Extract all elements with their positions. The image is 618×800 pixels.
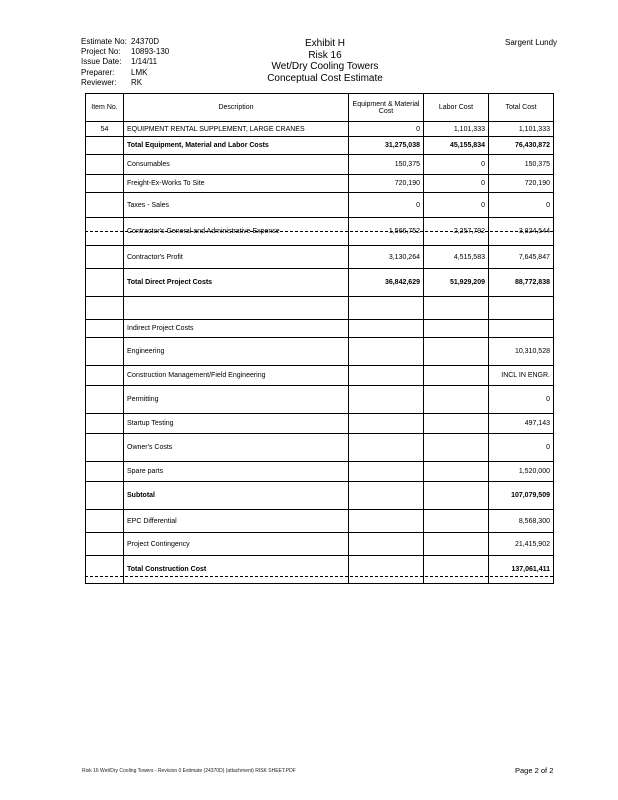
cell-item-no [86,320,124,338]
header-equipment-cost: Equipment & Material Cost [349,94,424,122]
cell-labor-cost [424,297,489,320]
cell-equipment-cost: 720,190 [349,175,424,193]
cell-equipment-cost [349,320,424,338]
cell-description: Freight-Ex-Works To Site [124,175,349,193]
meta-row [81,57,169,67]
cell-total-cost [489,320,554,338]
table-row [86,386,554,414]
cell-item-no [86,246,124,269]
cell-total-cost: 88,772,838 [489,269,554,297]
cell-item-no [86,386,124,414]
cell-item-no [86,175,124,193]
table-row [86,246,554,269]
cell-description: Total Direct Project Costs [124,269,349,297]
meta-row [81,47,169,57]
cell-item-no [86,510,124,533]
cell-equipment-cost [349,366,424,386]
cell-description: Contractor's Profit [124,246,349,269]
table-row [86,122,554,137]
cell-item-no [86,556,124,584]
cell-description [124,297,349,320]
cell-total-cost: 0 [489,386,554,414]
table-row [86,510,554,533]
cell-equipment-cost [349,462,424,482]
project-title: Wet/Dry Cooling Towers [271,61,379,72]
cell-total-cost: 7,645,847 [489,246,554,269]
table-row [86,269,554,297]
cell-equipment-cost [349,556,424,584]
cell-labor-cost: 4,515,583 [424,246,489,269]
cell-description: Permitting [124,386,349,414]
cell-labor-cost [424,510,489,533]
header-labor-cost: Labor Cost [424,94,489,122]
cell-labor-cost: 0 [424,155,489,175]
cell-equipment-cost [349,386,424,414]
meta-row [81,78,169,88]
cell-labor-cost [424,366,489,386]
cell-description: Startup Testing [124,414,349,434]
cell-total-cost: 21,415,902 [489,533,554,556]
cell-item-no: 54 [86,122,124,137]
cell-labor-cost: 1,101,333 [424,122,489,137]
table-row [86,366,554,386]
cell-item-no [86,155,124,175]
table-row [86,482,554,510]
cell-labor-cost [424,414,489,434]
cost-estimate-table [85,93,554,584]
table-row [86,434,554,462]
cell-labor-cost: 2,257,792 [424,218,489,246]
cell-total-cost [489,297,554,320]
meta-value: 10893-130 [131,47,170,57]
meta-value: 1/14/11 [131,57,158,67]
meta-label: Preparer: [81,67,115,77]
cell-labor-cost [424,462,489,482]
cell-total-cost: 1,101,333 [489,122,554,137]
cell-total-cost: 0 [489,193,554,218]
cell-description: Engineering [124,338,349,366]
cell-description: Contractor's General and Administrative Expense [124,218,349,246]
cell-equipment-cost [349,533,424,556]
meta-value: LMK [131,67,148,77]
cell-item-no [86,482,124,510]
table-row [86,556,554,584]
header-total-cost: Total Cost [489,94,554,122]
meta-label: Project No: [81,47,121,57]
cell-equipment-cost: 0 [349,193,424,218]
cell-total-cost: 10,310,528 [489,338,554,366]
cell-labor-cost [424,556,489,584]
table-row [86,533,554,556]
table-row [86,137,554,155]
cell-labor-cost [424,533,489,556]
meta-value: RK [131,77,143,87]
cell-equipment-cost [349,434,424,462]
table-row [86,338,554,366]
cell-description: Taxes - Sales [124,193,349,218]
table-header-row [86,94,554,122]
cell-item-no [86,462,124,482]
header-description: Description [124,94,349,122]
cell-total-cost: 150,375 [489,155,554,175]
cell-labor-cost [424,338,489,366]
exhibit-title: Exhibit H [304,38,345,49]
cell-item-no [86,533,124,556]
cell-equipment-cost [349,414,424,434]
cell-equipment-cost [349,297,424,320]
company-name: Sargent Lundy [505,38,558,47]
cell-description: Construction Management/Field Engineering [124,366,349,386]
cell-item-no [86,338,124,366]
cell-equipment-cost [349,510,424,533]
cell-description: Indirect Project Costs [124,320,349,338]
cell-total-cost: 497,143 [489,414,554,434]
cell-description: Total Equipment, Material and Labor Costs [124,137,349,155]
meta-label: Reviewer: [81,77,117,87]
meta-row [81,37,169,47]
cell-labor-cost: 0 [424,193,489,218]
cell-description: Total Construction Cost [124,556,349,584]
cell-description: Project Contingency [124,533,349,556]
risk-number: Risk 16 [308,49,342,61]
meta-value: 24370D [131,37,160,46]
cell-total-cost: INCL IN ENGR. [489,366,554,386]
cell-item-no [86,414,124,434]
estimate-metadata [81,37,169,88]
document-title-block [240,38,410,84]
cell-equipment-cost [349,482,424,510]
dashed-rule [85,576,553,577]
cell-description: EQUIPMENT RENTAL SUPPLEMENT, LARGE CRANES [124,122,349,137]
table-row [86,193,554,218]
cell-total-cost: 76,430,872 [489,137,554,155]
meta-label: Estimate No: [81,37,127,46]
cell-description: Owner's Costs [124,434,349,462]
table-row [86,175,554,193]
cell-item-no [86,137,124,155]
table-row [86,462,554,482]
cell-total-cost: 107,079,509 [489,482,554,510]
cell-labor-cost [424,386,489,414]
cell-labor-cost [424,482,489,510]
estimate-type: Conceptual Cost Estimate [267,72,383,84]
cell-labor-cost [424,320,489,338]
cell-description: EPC Differential [124,510,349,533]
cell-equipment-cost: 3,130,264 [349,246,424,269]
cell-total-cost: 0 [489,434,554,462]
cell-item-no [86,269,124,297]
cell-item-no [86,193,124,218]
cell-description: Subtotal [124,482,349,510]
cell-equipment-cost: 0 [349,122,424,137]
table-row [86,155,554,175]
cell-total-cost: 720,190 [489,175,554,193]
table-row [86,297,554,320]
cell-item-no [86,366,124,386]
meta-label: Issue Date: [81,57,122,67]
cell-total-cost: 1,520,000 [489,462,554,482]
cell-description: Consumables [124,155,349,175]
dashed-rule [85,231,553,232]
page-number: Page 2 of 2 [515,766,554,775]
cell-item-no [86,434,124,462]
cell-equipment-cost: 1,566,752 [349,218,424,246]
table-row [86,414,554,434]
cell-equipment-cost: 150,375 [349,155,424,175]
cell-equipment-cost [349,338,424,366]
cell-labor-cost: 51,929,209 [424,269,489,297]
cell-labor-cost: 0 [424,175,489,193]
cell-equipment-cost: 31,275,038 [349,137,424,155]
footer-file-path: Risk 16 Wet/Dry Cooling Towers - Revision 0 Estimate (24370D) (attachment) RISK SHEET.PDF [82,768,296,774]
header-item-no: Item No. [86,94,124,122]
table-row [86,320,554,338]
cell-labor-cost: 45,155,834 [424,137,489,155]
cell-equipment-cost: 36,842,629 [349,269,424,297]
cell-total-cost: 8,568,300 [489,510,554,533]
cell-total-cost: 137,061,411 [489,556,554,584]
cell-item-no [86,297,124,320]
cell-total-cost: 3,824,544 [489,218,554,246]
cell-description: Spare parts [124,462,349,482]
meta-row [81,68,169,78]
cell-labor-cost [424,434,489,462]
